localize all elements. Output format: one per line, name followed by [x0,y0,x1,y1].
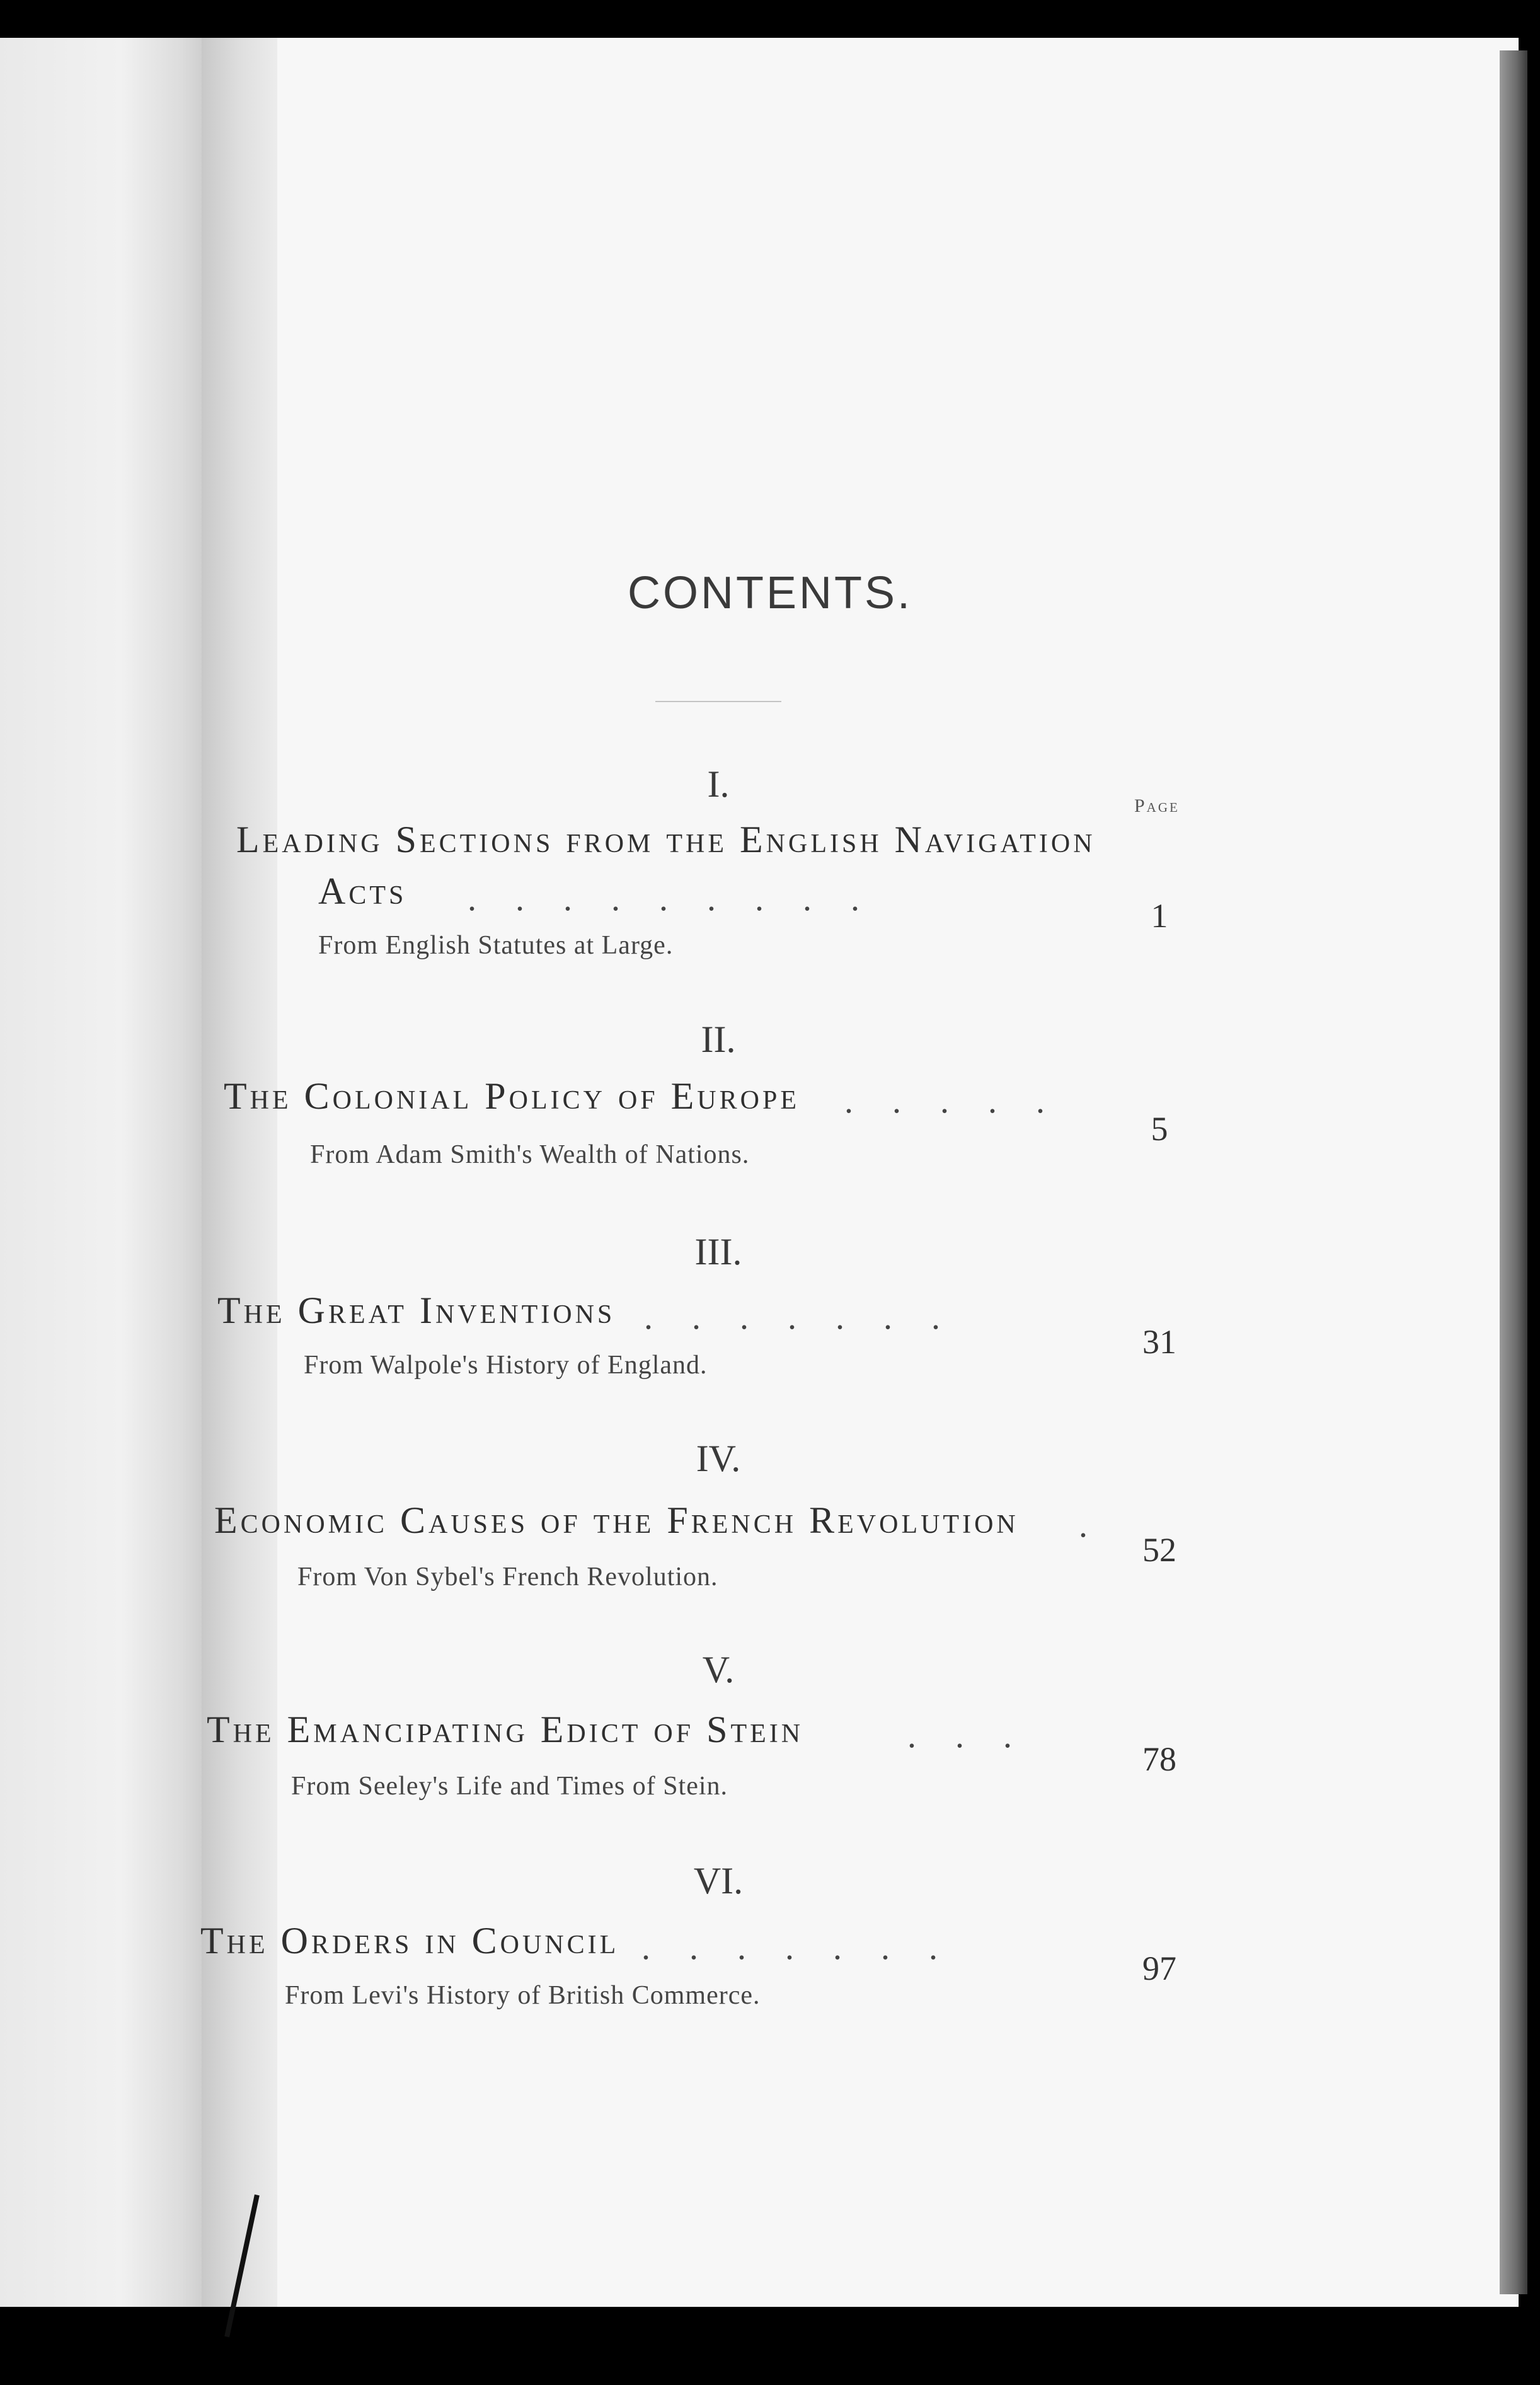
chapter-numeral: IV. [696,1438,741,1479]
page-edge [1500,50,1527,2294]
chapter-numeral: III. [694,1231,742,1273]
chapter-title: The Orders in Council [200,1920,619,1961]
chapter-title: Economic Causes of the French Revolution [214,1499,1019,1541]
dot-leaders: ......... [468,879,899,918]
chapter-numeral: II. [701,1019,736,1060]
page-number: 5 [1151,1110,1168,1148]
book-spine [0,38,202,2307]
chapter-numeral: I. [707,763,730,805]
page-gutter [202,38,277,2307]
page-column-label: Page [1134,795,1180,816]
dot-leaders: ..... [844,1082,1084,1121]
dot-leaders: ....... [641,1928,977,1967]
chapter-title-continued: Acts [318,870,407,912]
chapter-title: The Great Inventions [217,1290,616,1331]
page-number: 52 [1142,1531,1176,1569]
chapter-title: The Emancipating Edict of Stein [207,1709,804,1750]
page-number: 31 [1142,1323,1176,1361]
dot-leaders: ....... [644,1298,979,1337]
dot-leaders: ... [907,1716,1051,1755]
page-number: 1 [1151,897,1168,935]
source-citation: From Seeley's Life and Times of Stein. [291,1772,728,1801]
source-citation: From Adam Smith's Wealth of Nations. [310,1140,750,1169]
source-citation: From Walpole's History of England. [304,1351,708,1380]
dot-leaders: . [1079,1506,1127,1545]
source-citation: From Levi's History of British Commerce. [285,1981,761,2010]
source-citation: From English Statutes at Large. [318,931,674,960]
page-title: CONTENTS. [627,568,912,618]
chapter-numeral: VI. [693,1860,744,1902]
page-number: 97 [1142,1949,1176,1987]
chapter-title: The Colonial Policy of Europe [224,1075,800,1117]
title-divider [655,701,781,702]
source-citation: From Von Sybel's French Revolution. [297,1562,718,1591]
chapter-numeral: V. [702,1649,735,1690]
page-number: 78 [1142,1740,1176,1778]
chapter-title: Leading Sections from the English Navigation [236,819,1096,860]
